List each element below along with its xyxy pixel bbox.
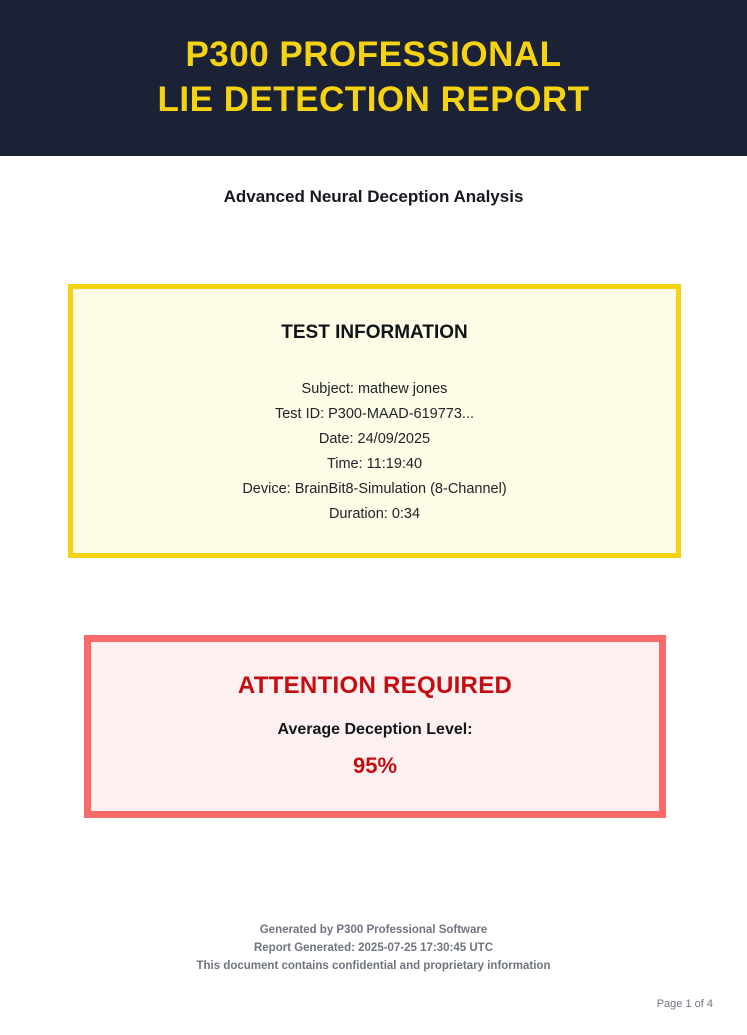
report-title-line-2: LIE DETECTION REPORT <box>157 80 590 119</box>
report-header <box>0 0 747 156</box>
test-information-title: TEST INFORMATION <box>281 322 468 343</box>
footer-report-generated: Report Generated: 2025-07-25 17:30:45 UTC <box>253 941 494 954</box>
average-deception-label: Average Deception Level: <box>277 721 473 738</box>
test-information-panel <box>68 284 681 558</box>
report-subtitle: Advanced Neural Deception Analysis <box>223 187 524 206</box>
report-footer <box>0 922 747 976</box>
average-deception-value: 95% <box>352 753 398 778</box>
test-info-subject: Subject: mathew jones <box>301 381 448 397</box>
footer-generated-by: Generated by P300 Professional Software <box>259 924 488 936</box>
test-info-date: Date: 24/09/2025 <box>318 431 431 448</box>
page-number: Page 1 of 4 <box>656 998 713 1010</box>
test-info-device: Device: BrainBit8-Simulation (8-Channel) <box>242 481 507 498</box>
footer-confidentiality-notice: This document contains confidential and proprietary information <box>196 959 551 972</box>
test-info-test-id: Test ID: P300-MAAD-619773... <box>274 406 475 423</box>
attention-required-title: ATTENTION REQUIRED <box>237 672 513 699</box>
test-info-duration: Duration: 0:34 <box>328 506 421 523</box>
test-info-time: Time: 11:19:40 <box>326 456 423 473</box>
attention-required-panel <box>84 635 666 818</box>
report-title-line-1: P300 PROFESSIONAL <box>185 35 562 75</box>
